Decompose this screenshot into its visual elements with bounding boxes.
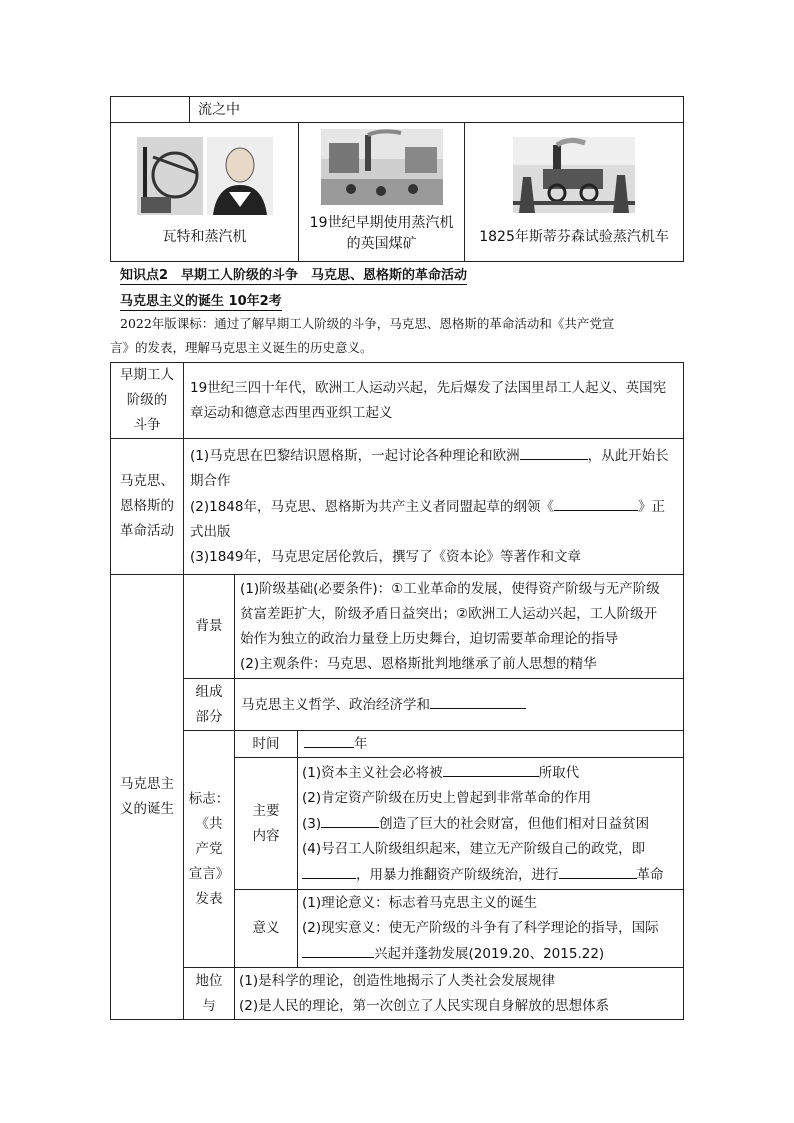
status-label-line: 与 bbox=[202, 997, 216, 1014]
row2-head-line: 革命活动 bbox=[120, 523, 174, 539]
meaning-line-3 bbox=[302, 941, 683, 967]
blank-field[interactable] bbox=[520, 443, 588, 460]
caption-locomotive: 1825年斯蒂芬森试验蒸汽机车 bbox=[479, 228, 669, 245]
knowledge-point-title: 知识点2 早期工人阶级的斗争 马克思、恩格斯的革命活动 bbox=[120, 264, 467, 285]
blank-field[interactable] bbox=[430, 692, 526, 709]
text: 革命 bbox=[636, 866, 664, 883]
text: (3) bbox=[302, 815, 322, 832]
sign-line: 标志： bbox=[188, 790, 230, 807]
image-table bbox=[110, 96, 684, 262]
components-content bbox=[235, 679, 684, 731]
blank-field[interactable] bbox=[554, 494, 638, 511]
content-line-4: (4)号召工人阶级组织起来，建立无产阶级自己的政党，即 bbox=[302, 840, 646, 857]
blank-field[interactable] bbox=[321, 811, 379, 828]
sign-line: 产党 bbox=[195, 840, 223, 857]
image-cell-watt bbox=[111, 123, 299, 262]
birth-head-line: 马克思主 bbox=[120, 776, 174, 792]
curriculum-line-2: 言》的发表，理解马克思主义诞生的历史意义。 bbox=[110, 340, 373, 355]
content-label-line: 主要 bbox=[252, 802, 280, 819]
background-content bbox=[235, 575, 684, 679]
continued-text: 流之中 bbox=[190, 97, 684, 123]
birth-head-line: 义的诞生 bbox=[120, 801, 174, 817]
watt-steam-engine-image bbox=[137, 137, 273, 217]
row1-head-line: 早期工人 bbox=[120, 367, 174, 383]
text: 年 bbox=[354, 736, 368, 752]
status-label-line: 地位 bbox=[195, 972, 223, 989]
time-content bbox=[298, 731, 684, 758]
text: 创造了巨大的社会财富，但他们相对日益贫困 bbox=[379, 815, 650, 832]
curriculum-line-1: 2022年版课标：通过了解早期工人阶级的斗争，马克思、恩格斯的革命活动和《共产党宣 bbox=[120, 316, 615, 331]
text: 马克思主义哲学、政治经济学和 bbox=[241, 696, 430, 713]
empty-cell bbox=[111, 97, 190, 123]
text: ，从此开始长 bbox=[587, 448, 669, 464]
text: (1)资本主义社会必将被 bbox=[302, 764, 443, 781]
blank-field[interactable] bbox=[304, 731, 354, 748]
row2-head-line: 恩格斯的 bbox=[120, 498, 174, 514]
sign-line: 《共 bbox=[195, 815, 223, 832]
row1-line: 19世纪三四十年代，欧洲工人运动兴起，先后爆发了法国里昂工人起义、英国宪 bbox=[190, 379, 667, 396]
status-label bbox=[184, 968, 235, 1020]
bg-line: (1)阶级基础(必要条件)：①工业革命的发展，使得资产阶级与无产阶级 bbox=[240, 580, 660, 597]
sub-title: 马克思主义的诞生 10年2考 bbox=[120, 290, 282, 311]
content-line-1 bbox=[302, 760, 683, 786]
text: (2)1848年，马克思、恩格斯为共产主义者同盟起草的纲领《 bbox=[190, 499, 554, 515]
blank-field[interactable] bbox=[559, 862, 637, 879]
caption-coal-mine-line1: 19世纪早期使用蒸汽机 bbox=[309, 215, 454, 231]
bg-line: 贫富差距扩大，阶级矛盾日益突出；②欧洲工人运动兴起，工人阶级开 bbox=[240, 605, 658, 622]
meaning-label: 意义 bbox=[235, 890, 298, 968]
components-label bbox=[184, 679, 235, 731]
status-content bbox=[235, 968, 684, 1020]
marx-engels-activity-content bbox=[184, 439, 684, 575]
main-content bbox=[298, 758, 684, 890]
content-label bbox=[235, 758, 298, 890]
activity-line-2: 期合作 bbox=[190, 473, 231, 489]
content-label-line: 内容 bbox=[252, 827, 280, 844]
content-line-5 bbox=[302, 862, 683, 888]
image-cell-coal-mine bbox=[299, 123, 465, 262]
content-line-2: (2)肯定资产阶级在历史上曾起到非常革命的作用 bbox=[302, 789, 592, 806]
row1-head-line: 斗争 bbox=[133, 417, 161, 433]
row1-line: 章运动和德意志西里西亚织工起义 bbox=[190, 404, 393, 421]
bg-line: (2)主观条件：马克思、恩格斯批判地继承了前人思想的精华 bbox=[240, 655, 597, 672]
main-table bbox=[110, 362, 684, 1020]
activity-line-4: 式出版 bbox=[190, 524, 231, 540]
comp-label-line: 组成 bbox=[195, 683, 223, 700]
marx-engels-activity-header bbox=[111, 439, 184, 575]
text: (1)马克思在巴黎结识恩格斯，一起讨论各种理论和欧洲 bbox=[190, 448, 520, 464]
caption-coal-mine-line2: 的英国煤矿 bbox=[346, 236, 417, 252]
meaning-line-1: (1)理论意义：标志着马克思主义的诞生 bbox=[302, 894, 538, 911]
meaning-content bbox=[298, 890, 684, 968]
text: 》正 bbox=[637, 499, 665, 515]
sign-line: 宣言》 bbox=[188, 865, 230, 882]
meaning-line-2: (2)现实意义：使无产阶级的斗争有了科学理论的指导，国际 bbox=[302, 919, 659, 936]
bg-line: 始作为独立的政治力量登上历史舞台，迫切需要革命理论的指导 bbox=[240, 630, 618, 647]
activity-line-5: (3)1849年，马克思定居伦敦后，撰写了《资本论》等著作和文章 bbox=[190, 549, 581, 565]
background-label: 背景 bbox=[184, 575, 235, 679]
time-label: 时间 bbox=[235, 731, 298, 758]
activity-line-3 bbox=[190, 494, 683, 520]
status-line-2: (2)是人民的理论，第一次创立了人民实现自身解放的思想体系 bbox=[239, 997, 610, 1014]
coal-mine-image bbox=[321, 129, 443, 205]
blank-field[interactable] bbox=[302, 941, 374, 958]
blank-field[interactable] bbox=[302, 862, 356, 879]
status-line-1: (1)是科学的理论，创造性地揭示了人类社会发展规律 bbox=[239, 972, 556, 989]
locomotive-image bbox=[513, 137, 635, 213]
row1-head-line: 阶级的 bbox=[126, 392, 168, 408]
sign-line: 发表 bbox=[195, 890, 223, 907]
early-worker-struggle-content bbox=[184, 363, 684, 439]
sign-label bbox=[184, 731, 235, 968]
activity-line-1 bbox=[190, 443, 683, 469]
image-cell-locomotive bbox=[465, 123, 684, 262]
comp-label-line: 部分 bbox=[195, 708, 223, 725]
marxism-birth-header bbox=[111, 575, 184, 1020]
caption-watt: 瓦特和蒸汽机 bbox=[162, 228, 247, 245]
text: ，用暴力推翻资产阶级统治，进行 bbox=[356, 866, 559, 883]
early-worker-struggle-header bbox=[111, 363, 184, 439]
content-line-3 bbox=[302, 811, 683, 837]
text: 所取代 bbox=[538, 764, 580, 781]
text: 兴起并蓬勃发展(2019.20、2015.22) bbox=[374, 945, 605, 962]
row2-head-line: 马克思、 bbox=[120, 473, 174, 489]
blank-field[interactable] bbox=[443, 760, 539, 777]
